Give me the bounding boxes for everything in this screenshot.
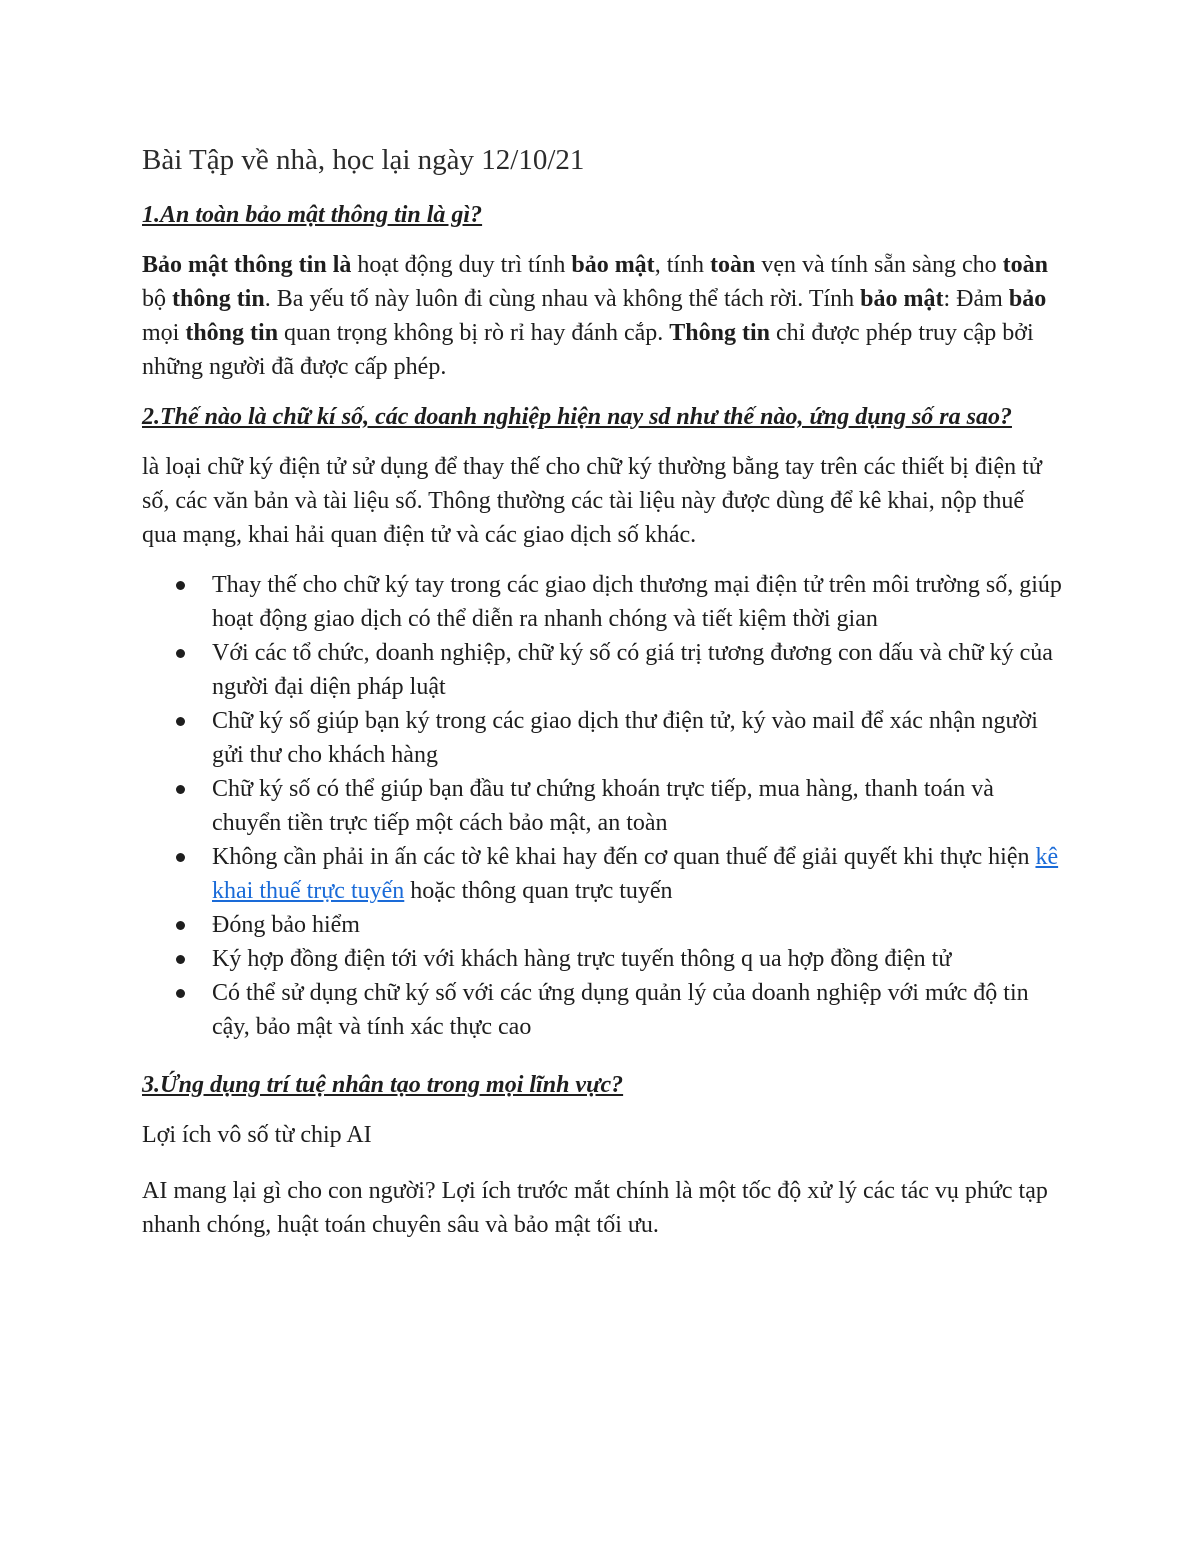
- list-item-text: Ký hợp đồng điện tới với khách hàng trực tuyến thông q ua hợp đồng điện tử: [212, 946, 952, 972]
- section-2-heading: 2.Thế nào là chữ kí số, các doanh nghiệp hiện nay sd như thế nào, ứng dụng số ra sao?: [142, 404, 1012, 430]
- section-1-paragraph: [142, 248, 1062, 384]
- bold-run: bảo mật: [571, 252, 655, 278]
- list-item-text: Chữ ký số giúp bạn ký trong các giao dịch thư điện tử, ký vào mail để xác nhận người gửi thư cho khách hàng: [212, 708, 1038, 768]
- bullet-icon: [176, 955, 185, 964]
- bold-run: Thông tin: [669, 320, 771, 346]
- text-run: mọi: [142, 320, 186, 346]
- text-run: quan trọng không bị rò rỉ hay đánh cắp.: [278, 320, 670, 346]
- list-item-text-before-link: Không cần phải in ấn các tờ kê khai hay đến cơ quan thuế để giải quyết khi thực hiện: [212, 844, 1036, 870]
- list-item-text: Với các tổ chức, doanh nghiệp, chữ ký số có giá trị tương đương con dấu và chữ ký của người đại diện pháp luật: [212, 640, 1053, 700]
- bold-run: toàn: [1002, 252, 1048, 278]
- list-item-text: Chữ ký số có thể giúp bạn đầu tư chứng khoán trực tiếp, mua hàng, thanh toán và chuyển tiền trực tiếp một cách bảo mật, an toàn: [212, 776, 994, 836]
- list-item-text: Đóng bảo hiểm: [212, 912, 360, 938]
- bold-run: thông tin: [185, 320, 279, 346]
- list-item: [142, 772, 1062, 840]
- bold-run: Bảo mật thông tin là: [142, 252, 352, 278]
- bullet-icon: [176, 717, 185, 726]
- text-run: : Đảm: [943, 286, 1009, 312]
- text-run: hoạt động duy trì tính: [351, 252, 572, 278]
- text-run: , tính: [654, 252, 711, 278]
- bullet-icon: [176, 785, 185, 794]
- text-run: . Ba yếu tố này luôn đi cùng nhau và không thể tách rời. Tính: [264, 286, 861, 312]
- bold-run: bảo: [1008, 286, 1047, 312]
- bullet-icon: [176, 853, 185, 862]
- bullet-icon: [176, 989, 185, 998]
- list-item: [142, 976, 1062, 1044]
- list-item-text: Có thể sử dụng chữ ký số với các ứng dụng quản lý của doanh nghiệp với mức độ tin cậy, bảo mật và tính xác thực cao: [212, 980, 1029, 1040]
- section-1-heading: 1.An toàn bảo mật thông tin là gì?: [142, 202, 483, 228]
- tax-declaration-link[interactable]: kê khai thuế trực tuyến: [212, 844, 1059, 904]
- document-page: [142, 140, 1062, 1264]
- bullet-icon: [176, 921, 185, 930]
- bullet-icon: [176, 581, 185, 590]
- list-item: [142, 568, 1062, 636]
- text-run: chỉ được phép truy cập bởi những người đã được cấp phép.: [142, 320, 1034, 380]
- bullet-list: [142, 568, 1062, 1044]
- list-item-text: Thay thế cho chữ ký tay trong các giao dịch thương mại điện tử trên môi trường số, giúp hoạt động giao dịch có thể diễn ra nhanh chóng và tiết kiệm thời gian: [212, 572, 1062, 632]
- text-run: vẹn và tính sẵn sàng cho: [755, 252, 1003, 278]
- document-title: Bài Tập về nhà, học lại ngày 12/10/21: [142, 144, 585, 176]
- list-item: [142, 908, 1062, 942]
- list-item: [142, 840, 1062, 908]
- section-3-body: AI mang lại gì cho con người? Lợi ích trước mắt chính là một tốc độ xử lý các tác vụ phức tạp nhanh chóng, huật toán chuyên sâu và bảo mật tối ưu.: [142, 1178, 1048, 1238]
- list-item: [142, 636, 1062, 704]
- section-3-heading: 3.Ứng dụng trí tuệ nhân tạo trong mọi lĩnh vực?: [142, 1072, 624, 1098]
- section-2-intro: là loại chữ ký điện tử sử dụng để thay thế cho chữ ký thường bằng tay trên các thiết bị điện tử số, các văn bản và tài liệu số. Thông thường các tài liệu này được dùng để kê khai, nộp thuế qua mạng, khai hải quan điện tử và các giao dịch số khác.: [142, 454, 1042, 548]
- bullet-icon: [176, 649, 185, 658]
- section-3-subtitle: Lợi ích vô số từ chip AI: [142, 1122, 372, 1148]
- list-item-text-after-link: hoặc thông quan trực tuyến: [404, 878, 673, 904]
- text-run: bộ: [142, 286, 172, 312]
- list-item: [142, 942, 1062, 976]
- bold-run: bảo mật: [860, 286, 944, 312]
- bold-run: toàn: [710, 252, 756, 278]
- bold-run: thông tin: [172, 286, 265, 312]
- list-item: [142, 704, 1062, 772]
